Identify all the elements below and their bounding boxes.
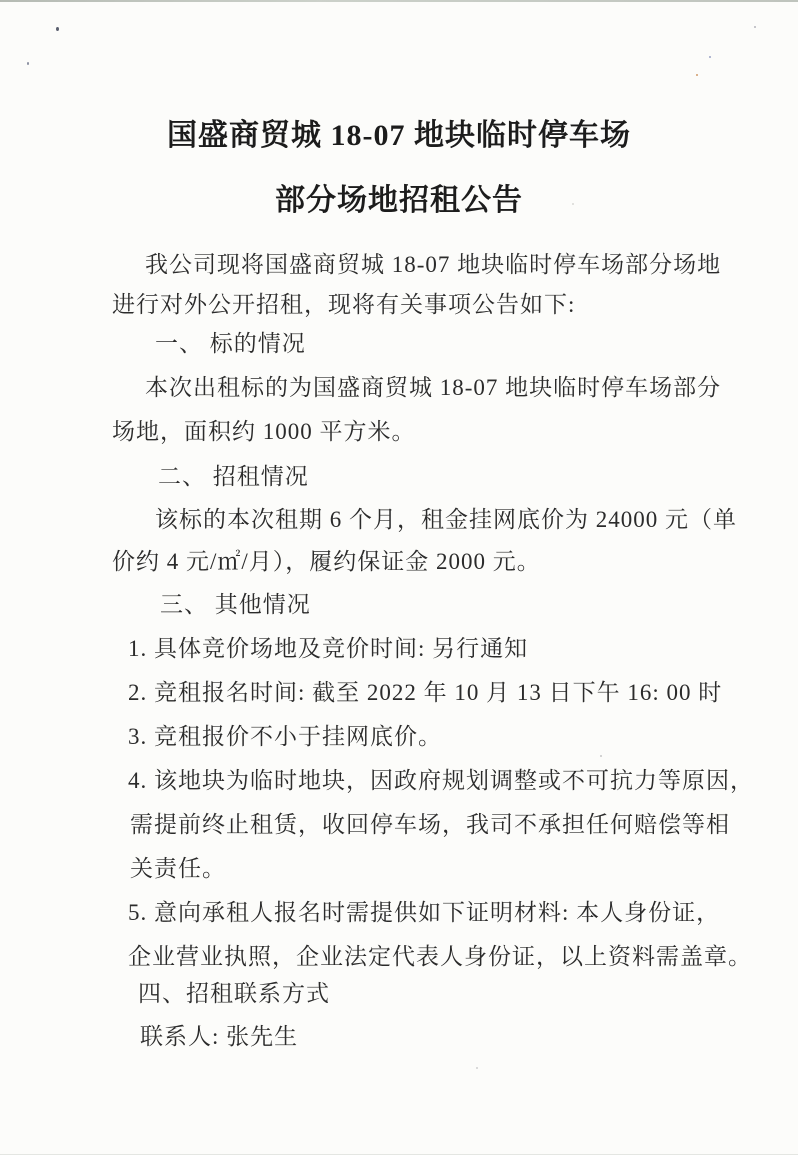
list-item-5: 5. 意向承租人报名时需提供如下证明材料: 本人身份证， xyxy=(128,900,721,925)
document-line: 关责任。 xyxy=(130,856,226,881)
document-line: 需提前终止租赁，收回停车场，我司不承担任何赔偿等相 xyxy=(130,812,730,837)
scan-edge-top xyxy=(0,0,798,2)
scan-speck xyxy=(27,62,29,65)
section-heading-3: 三、 其他情况 xyxy=(160,592,311,617)
scan-speck xyxy=(709,56,711,58)
document-line: 该标的本次租期 6 个月，租金挂网底价为 24000 元（单 xyxy=(155,507,737,532)
document-line: 本次出租标的为国盛商贸城 18-07 地块临时停车场部分 xyxy=(145,375,722,400)
scan-speck xyxy=(56,27,59,31)
section-heading-1: 一、 标的情况 xyxy=(155,331,306,356)
document-line: 进行对外公开招租，现将有关事项公告如下: xyxy=(112,292,576,317)
document-line: 场地，面积约 1000 平方米。 xyxy=(112,419,416,444)
section-heading-4: 四、招租联系方式 xyxy=(138,981,330,1006)
list-item-2: 2. 竞租报名时间: 截至 2022 年 10 月 13 日下午 16: 00 时 xyxy=(128,680,723,705)
list-item-1: 1. 具体竞价场地及竞价时间: 另行通知 xyxy=(128,636,529,661)
document-line: 我公司现将国盛商贸城 18-07 地块临时停车场部分场地 xyxy=(145,252,722,277)
scan-speck xyxy=(754,26,756,28)
document-title-line-2: 部分场地招租公告 xyxy=(275,184,523,217)
scan-speck xyxy=(696,74,698,76)
document-title-line-1: 国盛商贸城 18-07 地块临时停车场 xyxy=(167,119,631,152)
scan-speck xyxy=(600,755,602,757)
scan-speck xyxy=(476,1067,478,1069)
list-item-4: 4. 该地块为临时地块，因政府规划调整或不可抗力等原因， xyxy=(128,768,754,793)
contact-person-line: 联系人: 张先生 xyxy=(140,1024,299,1049)
list-item-3: 3. 竞租报价不小于挂网底价。 xyxy=(128,724,442,749)
section-heading-2: 二、 招租情况 xyxy=(158,464,309,489)
document-line: 价约 4 元/㎡/月），履约保证金 2000 元。 xyxy=(112,549,541,574)
document-line: 企业营业执照，企业法定代表人身份证，以上资料需盖章。 xyxy=(128,944,752,969)
